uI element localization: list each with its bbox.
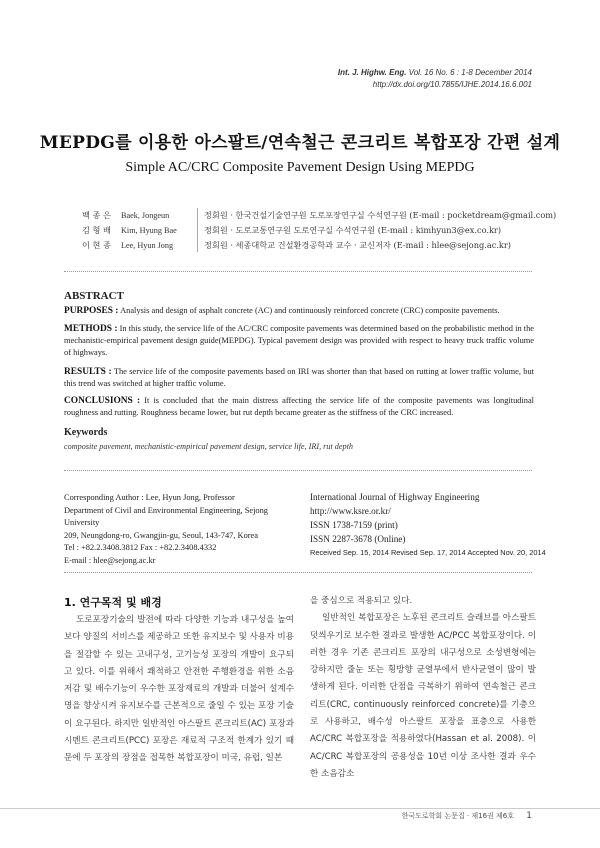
purposes-label: PURPOSES : <box>64 306 119 316</box>
purposes-text: Analysis and design of asphalt concrete (AC) and continuously reinforced concrete (CRC) composite pavements. <box>120 306 500 315</box>
footer-rule <box>0 808 600 809</box>
page-number: 1 <box>526 811 532 821</box>
author-name-en: Baek, Jongeun <box>121 211 170 220</box>
journal-abbr: Int. J. Highw. Eng. <box>337 68 407 77</box>
conclusions-label: CONCLUSIONS : <box>64 396 141 406</box>
abstract-conclusions <box>64 395 534 419</box>
conclusions-text: It is concluded that the main distress affecting the service life of the composite pavements was longitudinal roughness and rutting. Roughness became lower, but rut depth became greater as the stiffness of the CRC increased. <box>64 396 535 417</box>
keywords-heading: Keywords <box>64 427 108 438</box>
results-label: RESULTS : <box>64 367 112 377</box>
author-name-ko: 이 현 종 <box>82 240 111 250</box>
methods-text: In this study, the service life of the AC/CRC composite pavements was determined based on the probabilistic method in the mechanistic-empirical pavement design guide(MEPDG). Typical pavement design was provided with respect to heavy truck traffic volume of highways. <box>64 324 535 357</box>
author-name-ko: 김 형 배 <box>82 225 111 235</box>
author-name-en: Kim, Hyung Bae <box>121 226 177 235</box>
abstract-purposes <box>64 305 534 317</box>
dotted-divider <box>64 572 532 573</box>
section-title: 1. 연구목적 및 배경 <box>64 596 162 609</box>
journal-header <box>338 67 532 91</box>
abstract-heading: ABSTRACT <box>64 290 124 302</box>
title-korean: MEPDG를 이용한 아스팔트/연속철근 콘크리트 복합포장 간편 설계 <box>39 133 561 153</box>
issn-print: ISSN 1738-7159 (print) <box>310 520 398 530</box>
corr-line: Tel : +82.2.3408.3812 Fax : +82.2.3408.4332 <box>64 543 217 552</box>
keywords-text: composite pavement, mechanistic-empirical pavement design, service life, IRI, rut depth <box>64 442 353 451</box>
author-name-ko: 백 종 은 <box>82 210 111 220</box>
corr-line: Department of Civil and Environmental Engineering, Sejong University <box>64 505 268 527</box>
corr-line: 209, Neungdong-ro, Gwangjin-gu, Seoul, 143-747, Korea <box>64 530 258 540</box>
body-continuation: 을 중심으로 적용되고 있다. <box>310 596 413 606</box>
body-column-right <box>310 593 536 783</box>
volume-info: Vol. 16 No. 6 : 1-8 December 2014 <box>408 68 532 77</box>
dotted-divider <box>64 271 532 272</box>
author-divider <box>197 208 198 252</box>
footer-journal: 한국도로학회 논문집 · 제16권 제6호 <box>401 812 515 820</box>
results-text: The service life of the composite pavements based on IRI was shorter than that based on rutting at lower traffic volume, but this trend was switched at higher traffic volume. <box>64 367 534 388</box>
methods-label: METHODS : <box>64 324 118 334</box>
doi-link[interactable]: http://dx.doi.org/10.7855/IJHE.2014.16.6.001 <box>372 80 532 89</box>
author-affiliation: 정회원 · 세종대학교 건설환경공학과 교수 · 교신저자 (E-mail : hlee@sejong.ac.kr) <box>204 240 511 250</box>
body-paragraph: 일반적인 복합포장은 노후된 콘크리트 슬래브를 아스팔트 덧씌우기로 보수한 결과로 발생한 AC/PCC 복합포장이다. 이러한 경우 기존 콘크리트 포장의 내구성으로 소성변형에는 강하지만 줄눈 또는 횡방향 균열부에서 반사균열이 많이 발생하게 된다. 이러한 단점을 극복하기 위하여 연속철근 콘크리트(CRC, continuously reinforced concrete)를 기층으로 사용하고, 배수성 아스팔트 포장을 표층으로 사용한 AC/CRC 복합포장을 적용하였다(Hassan et al. 2008). 이 AC/CRC 복합포장의 공용성을 10년 이상 조사한 결과 우수한 소음감소 <box>310 613 536 779</box>
title-english: Simple AC/CRC Composite Pavement Design Using MEPDG <box>125 160 475 175</box>
journal-url[interactable]: http://www.ksre.or.kr/ <box>310 506 391 516</box>
journal-info <box>310 490 550 560</box>
journal-name: International Journal of Highway Engineering <box>310 492 480 502</box>
author-block <box>0 208 600 253</box>
author-name-en: Lee, Hyun Jong <box>121 241 174 250</box>
issn-online: ISSN 2287-3678 (Online) <box>310 534 406 544</box>
received-dates: Received Sep. 15, 2014 Revised Sep. 17, 2014 Accepted Nov. 20, 2014 <box>310 548 546 557</box>
abstract-results <box>64 366 534 390</box>
author-affiliation: 정회원 · 도로교통연구원 도로연구실 수석연구원 (E-mail : kimhyun3@ex.co.kr) <box>204 225 502 235</box>
body-paragraph: 도로포장기술의 발전에 따라 다양한 기능과 내구성을 높여 보다 양질의 서비스를 제공하고 또한 유지보수 및 사용자 비용을 절감할 수 있는 고내구성, 고기능성 포장의 개발이 요구되고 있다. 이를 위해서 쾌적하고 안전한 주행환경을 위한 소음저감 및 배수기능이 우수한 포장재료의 개발과 더불어 설계수명을 향상시켜 유지보수를 근본적으로 줄일 수 있는 포장 기술이 요구된다. 하지만 일반적인 아스팔트 콘크리트(AC) 포장과 시멘트 콘크리트(PCC) 포장은 재료적 구조적 한계가 있기 때문에 두 포장의 장점을 접목한 복합포장이 미국, 유럽, 일본 <box>64 615 294 764</box>
corr-email[interactable]: E-mail : hlee@sejong.ac.kr <box>64 555 156 565</box>
page-footer <box>402 811 532 821</box>
body-column-left <box>64 612 294 768</box>
corresponding-author <box>64 492 304 567</box>
abstract-methods <box>64 323 534 359</box>
author-affiliation: 정회원 · 한국건설기술연구원 도로포장연구실 수석연구원 (E-mail : pocketdream@gmail.com) <box>204 210 557 220</box>
corr-line: Corresponding Author : Lee, Hyun Jong, Professor <box>64 493 235 502</box>
dotted-divider <box>64 470 532 471</box>
